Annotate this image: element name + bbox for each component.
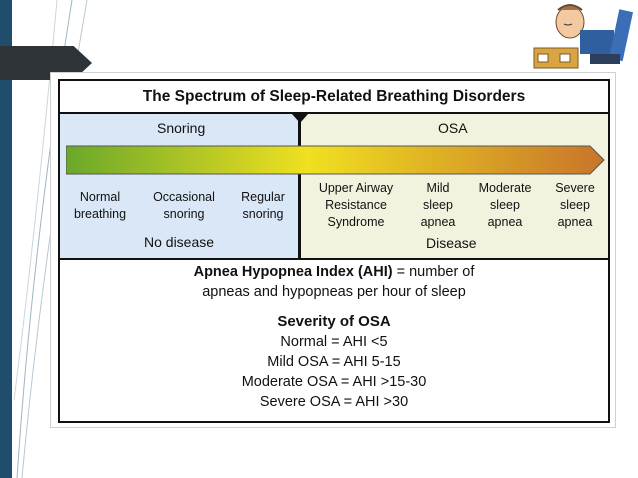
panel-divider xyxy=(298,114,301,258)
label-occasional-snoring: Occasional snoring xyxy=(153,190,215,221)
ahi-definition xyxy=(60,262,608,282)
osa-header: OSA xyxy=(438,120,468,136)
ahi-equals: = number of xyxy=(392,264,475,280)
label-severe-apnea: Severe sleep apnea xyxy=(555,181,595,229)
sleeping-man-clipart xyxy=(530,0,638,70)
disease-label: Disease xyxy=(426,235,477,251)
ahi-info xyxy=(60,262,608,412)
ahi-term: Apnea Hypopnea Index (AHI) xyxy=(193,264,393,280)
severity-normal: Normal = AHI <5 xyxy=(280,334,388,350)
severity-mild: Mild OSA = AHI 5-15 xyxy=(267,354,401,370)
divider-marker xyxy=(292,114,308,123)
label-mild-apnea: Mild sleep apnea xyxy=(420,181,456,229)
severity-moderate: Moderate OSA = AHI >15-30 xyxy=(241,374,427,390)
section-divider xyxy=(60,258,608,260)
ahi-definition-line2: apneas and hypopneas per hour of sleep xyxy=(202,284,466,300)
snoring-header: Snoring xyxy=(157,120,206,136)
label-moderate-apnea: Moderate sleep apnea xyxy=(478,181,532,229)
severity-severe: Severe OSA = AHI >30 xyxy=(259,394,409,410)
diagram-title: The Spectrum of Sleep-Related Breathing Disorders xyxy=(60,81,608,114)
diagram-frame xyxy=(58,79,610,423)
label-regular-snoring: Regular snoring xyxy=(241,190,285,221)
label-normal-breathing: Normal breathing xyxy=(73,190,127,221)
spectrum-arrow xyxy=(66,144,606,176)
label-uars: Upper Airway Resistance Syndrome xyxy=(318,181,394,229)
severity-title: Severity of OSA xyxy=(277,313,391,330)
no-disease-label: No disease xyxy=(144,234,215,250)
